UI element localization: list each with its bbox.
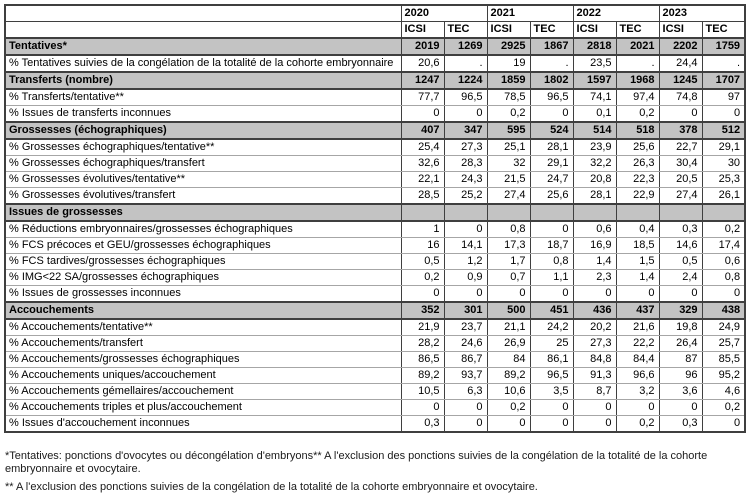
cell-value: 18,7 [530,238,573,254]
cell-value: 30,4 [659,156,702,172]
cell-value [530,204,573,221]
cell-value: 74,8 [659,89,702,106]
cell-value: 21,9 [401,319,444,336]
row-label: % Issues d'accouchement inconnues [5,416,401,433]
section-row [5,302,745,319]
cell-value: 95,2 [702,368,745,384]
cell-value: 26,3 [616,156,659,172]
cell-value: 77,7 [401,89,444,106]
cell-value: 10,6 [487,384,530,400]
cell-value: 1,1 [530,270,573,286]
cell-value: 0 [573,286,616,303]
table-body [5,38,745,432]
cell-value: 25,1 [487,139,530,156]
cell-value: 0 [444,400,487,416]
table-row [5,55,745,72]
cell-value: 96,6 [616,368,659,384]
cell-value: 0 [401,106,444,123]
cell-value: 0 [530,106,573,123]
subheader-row [5,22,745,39]
cell-value: 6,3 [444,384,487,400]
year-header-2022: 2022 [573,5,659,22]
section-row [5,122,745,139]
cell-value: 0,2 [702,221,745,238]
cell-value: 0 [444,106,487,123]
cell-value: 19,8 [659,319,702,336]
row-label: Transferts (nombre) [5,72,401,89]
cell-value: 27,4 [659,188,702,205]
cell-value: 301 [444,302,487,319]
cell-value: 74,1 [573,89,616,106]
table-row [5,270,745,286]
cell-value: 0,2 [401,270,444,286]
cell-value: 2019 [401,38,444,55]
table-row [5,106,745,123]
row-label: % Tentatives suivies de la congélation de la totalité de la cohorte embryonnaire [5,55,401,72]
row-label: % Grossesses évolutives/tentative** [5,172,401,188]
cell-value: 0 [530,286,573,303]
table-row [5,286,745,303]
cell-value [659,204,702,221]
cell-value: 30 [702,156,745,172]
row-label: % Accouchements/transfert [5,336,401,352]
cell-value: 0,5 [401,254,444,270]
cell-value: . [444,55,487,72]
cell-value: 16 [401,238,444,254]
cell-value [702,204,745,221]
cell-value: 0,3 [401,416,444,433]
row-label: % Grossesses évolutives/transfert [5,188,401,205]
col-header-icsi-2021: ICSI [487,22,530,39]
cell-value: 28,3 [444,156,487,172]
cell-value: 1597 [573,72,616,89]
cell-value: 1707 [702,72,745,89]
year-header-2021: 2021 [487,5,573,22]
cell-value: 1,4 [616,270,659,286]
cell-value: 20,6 [401,55,444,72]
cell-value: 19 [487,55,530,72]
table-row [5,188,745,205]
cell-value: 0 [444,286,487,303]
cell-value: 0 [659,286,702,303]
cell-value: 0 [702,106,745,123]
cell-value: 1247 [401,72,444,89]
row-label: % Accouchements gémellaires/accouchement [5,384,401,400]
row-label: % Accouchements triples et plus/accouchement [5,400,401,416]
row-label: % Accouchements/grossesses échographiques [5,352,401,368]
cell-value: 24,6 [444,336,487,352]
cell-value: 96 [659,368,702,384]
cell-value: 25,2 [444,188,487,205]
cell-value: 87 [659,352,702,368]
cell-value: 407 [401,122,444,139]
cell-value: 0,2 [487,400,530,416]
cell-value: 0 [444,221,487,238]
cell-value: 437 [616,302,659,319]
cell-value: 22,7 [659,139,702,156]
cell-value: . [702,55,745,72]
cell-value: 0,3 [659,221,702,238]
cell-value: 0 [659,400,702,416]
cell-value: 0,5 [659,254,702,270]
cell-value: 2021 [616,38,659,55]
cell-value: 1802 [530,72,573,89]
table-row [5,172,745,188]
col-header-icsi-2022: ICSI [573,22,616,39]
row-label: % Accouchements uniques/accouchement [5,368,401,384]
table-row [5,416,745,433]
cell-value: 26,9 [487,336,530,352]
cell-value: 93,7 [444,368,487,384]
cell-value: 78,5 [487,89,530,106]
col-header-icsi-2023: ICSI [659,22,702,39]
cell-value: 84,4 [616,352,659,368]
cell-value: 1867 [530,38,573,55]
cell-value: 0,2 [487,106,530,123]
cell-value: 28,5 [401,188,444,205]
pma-results-table [4,4,746,433]
row-label: % Grossesses échographiques/transfert [5,156,401,172]
cell-value: 28,1 [530,139,573,156]
table-row [5,336,745,352]
section-row [5,72,745,89]
cell-value: 352 [401,302,444,319]
cell-value: 26,1 [702,188,745,205]
cell-value: 2,3 [573,270,616,286]
table-row [5,221,745,238]
cell-value: 89,2 [401,368,444,384]
cell-value: 21,1 [487,319,530,336]
cell-value: 0 [487,286,530,303]
cell-value: 1859 [487,72,530,89]
cell-value: 26,4 [659,336,702,352]
row-label: % Transferts/tentative** [5,89,401,106]
row-label: % FCS tardives/grossesses échographiques [5,254,401,270]
cell-value: 24,7 [530,172,573,188]
cell-value: 0 [530,416,573,433]
cell-value [616,204,659,221]
cell-value: 0 [530,400,573,416]
cell-value: 1245 [659,72,702,89]
cell-value: 23,9 [573,139,616,156]
cell-value: 28,2 [401,336,444,352]
cell-value: 84,8 [573,352,616,368]
row-label: Tentatives* [5,38,401,55]
cell-value: 86,1 [530,352,573,368]
cell-value: 21,6 [616,319,659,336]
footnotes-block [5,450,746,494]
cell-value: 97 [702,89,745,106]
table-row [5,89,745,106]
cell-value: 500 [487,302,530,319]
cell-value: 17,4 [702,238,745,254]
cell-value: 436 [573,302,616,319]
cell-value: 514 [573,122,616,139]
cell-value: 85,5 [702,352,745,368]
cell-value: 329 [659,302,702,319]
cell-value: 14,6 [659,238,702,254]
cell-value [401,204,444,221]
cell-value: 595 [487,122,530,139]
table-row [5,254,745,270]
cell-value: 24,9 [702,319,745,336]
cell-value: 3,6 [659,384,702,400]
table-row [5,319,745,336]
col-header-tec-2023: TEC [702,22,745,39]
col-header-tec-2021: TEC [530,22,573,39]
cell-value: 14,1 [444,238,487,254]
cell-value: 24,2 [530,319,573,336]
table-row [5,238,745,254]
cell-value: 25,6 [530,188,573,205]
cell-value: 1224 [444,72,487,89]
cell-value: 4,6 [702,384,745,400]
cell-value: 1,2 [444,254,487,270]
cell-value: 0,6 [573,221,616,238]
cell-value: 0,2 [702,400,745,416]
cell-value: 0 [401,286,444,303]
cell-value: 2925 [487,38,530,55]
cell-value: 32 [487,156,530,172]
cell-value: 2202 [659,38,702,55]
cell-value: 524 [530,122,573,139]
cell-value: 20,2 [573,319,616,336]
cell-value: 451 [530,302,573,319]
cell-value: 347 [444,122,487,139]
cell-value: 438 [702,302,745,319]
cell-value: 0,7 [487,270,530,286]
cell-value: 0 [401,400,444,416]
cell-value: 22,9 [616,188,659,205]
cell-value: 518 [616,122,659,139]
cell-value: 32,6 [401,156,444,172]
cell-value: 0,2 [616,416,659,433]
row-label: % Réductions embryonnaires/grossesses échographiques [5,221,401,238]
cell-value: 18,5 [616,238,659,254]
section-row [5,204,745,221]
cell-value: 22,2 [616,336,659,352]
cell-value: 86,7 [444,352,487,368]
year-header-2023: 2023 [659,5,745,22]
table-row [5,384,745,400]
table-row [5,156,745,172]
cell-value: 17,3 [487,238,530,254]
cell-value: 378 [659,122,702,139]
cell-value: 0 [530,221,573,238]
cell-value: 0,8 [530,254,573,270]
cell-value: 0 [573,400,616,416]
cell-value: 0,1 [573,106,616,123]
cell-value: 25,6 [616,139,659,156]
cell-value: 32,2 [573,156,616,172]
col-header-tec-2022: TEC [616,22,659,39]
cell-value: 0 [573,416,616,433]
cell-value: 86,5 [401,352,444,368]
cell-value: 27,3 [573,336,616,352]
cell-value: 3,2 [616,384,659,400]
cell-value: 22,3 [616,172,659,188]
col-header-tec-2020: TEC [444,22,487,39]
cell-value: 1,4 [573,254,616,270]
row-label: Grossesses (échographiques) [5,122,401,139]
row-label: % FCS précoces et GEU/grossesses échographiques [5,238,401,254]
cell-value: 27,3 [444,139,487,156]
cell-value: . [530,55,573,72]
cell-value: 97,4 [616,89,659,106]
cell-value: 24,4 [659,55,702,72]
footnote-exclusion: ** A l'exclusion des ponctions suivies de la congélation de la totalité de la cohorte embryonnaire et ovocytaire. [5,481,538,493]
cell-value: 1968 [616,72,659,89]
cell-value: 2,4 [659,270,702,286]
cell-value: 27,4 [487,188,530,205]
col-header-icsi-2020: ICSI [401,22,444,39]
cell-value: 0,8 [702,270,745,286]
footnote-tentatives: *Tentatives: ponctions d'ovocytes ou décongélation d'embryons** A l'exclusion des ponctions suivies de la congélation de la totalité de la cohorte embryonnaire et ovocytaire. [5,450,708,475]
cell-value: 23,7 [444,319,487,336]
cell-value: 96,5 [530,368,573,384]
cell-value: 0,4 [616,221,659,238]
row-label: % Issues de transferts inconnues [5,106,401,123]
cell-value: 0 [659,106,702,123]
corner-cell [5,5,401,22]
cell-value: 0,9 [444,270,487,286]
cell-value: 0,3 [659,416,702,433]
cell-value: 29,1 [530,156,573,172]
table-row [5,400,745,416]
cell-value [573,204,616,221]
cell-value: 21,5 [487,172,530,188]
table-row [5,139,745,156]
section-row [5,38,745,55]
cell-value: 0 [616,400,659,416]
cell-value: 96,5 [530,89,573,106]
year-header-2020: 2020 [401,5,487,22]
cell-value [487,204,530,221]
row-label: % IMG<22 SA/grossesses échographiques [5,270,401,286]
cell-value: 91,3 [573,368,616,384]
cell-value: 25,3 [702,172,745,188]
cell-value: 96,5 [444,89,487,106]
cell-value: 0 [487,416,530,433]
cell-value: 0 [702,416,745,433]
row-label: Accouchements [5,302,401,319]
cell-value: 10,5 [401,384,444,400]
cell-value: 0 [702,286,745,303]
cell-value: 25 [530,336,573,352]
cell-value: 28,1 [573,188,616,205]
row-label: % Accouchements/tentative** [5,319,401,336]
cell-value: 23,5 [573,55,616,72]
cell-value: 22,1 [401,172,444,188]
table-row [5,352,745,368]
cell-value: 0 [444,416,487,433]
cell-value: 0,8 [487,221,530,238]
cell-value [444,204,487,221]
report-page [4,4,746,499]
cell-value: 20,5 [659,172,702,188]
cell-value: 1759 [702,38,745,55]
table-header [5,5,745,38]
table-row [5,368,745,384]
cell-value: 0 [616,286,659,303]
corner-cell [5,22,401,39]
cell-value: 3,5 [530,384,573,400]
cell-value: 16,9 [573,238,616,254]
cell-value: 25,7 [702,336,745,352]
cell-value: . [616,55,659,72]
cell-value: 1269 [444,38,487,55]
row-label: % Grossesses échographiques/tentative** [5,139,401,156]
cell-value: 89,2 [487,368,530,384]
cell-value: 8,7 [573,384,616,400]
cell-value: 1 [401,221,444,238]
cell-value: 1,7 [487,254,530,270]
cell-value: 1,5 [616,254,659,270]
row-label: Issues de grossesses [5,204,401,221]
cell-value: 25,4 [401,139,444,156]
cell-value: 2818 [573,38,616,55]
cell-value: 20,8 [573,172,616,188]
row-label: % Issues de grossesses inconnues [5,286,401,303]
cell-value: 0,2 [616,106,659,123]
cell-value: 84 [487,352,530,368]
cell-value: 512 [702,122,745,139]
year-header-row [5,5,745,22]
cell-value: 0,6 [702,254,745,270]
cell-value: 24,3 [444,172,487,188]
cell-value: 29,1 [702,139,745,156]
